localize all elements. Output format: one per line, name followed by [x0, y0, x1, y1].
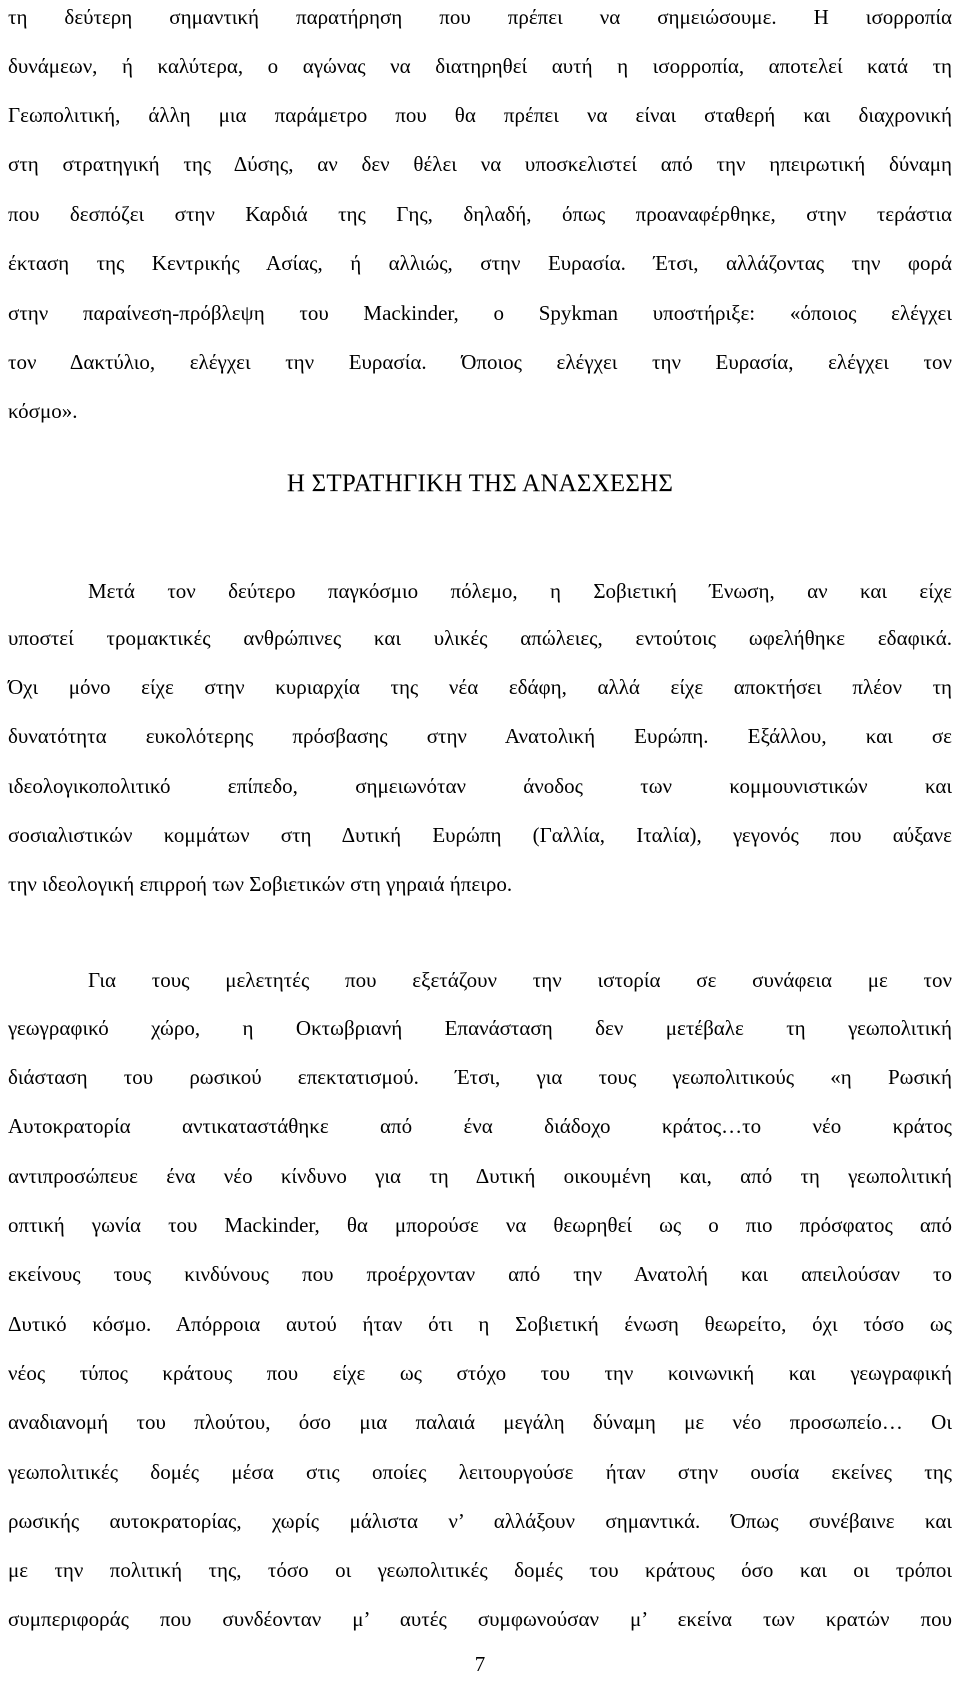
text-line: τη δεύτερη σημαντική παρατήρηση που πρέπει να σημειώσουμε. Η ισορροπία: [8, 5, 952, 29]
document-page: [8, 0, 952, 1695]
text-line: Γεωπολιτική, άλλη μια παράμετρο που θα πρέπει να είναι σταθερή και διαχρονική: [8, 103, 952, 127]
text-line: διάσταση του ρωσικού επεκτατισμού. Έτσι, για τους γεωπολιτικούς «η Ρωσική: [8, 1065, 952, 1089]
text-line: στη στρατηγική της Δύσης, αν δεν θέλει να υποσκελιστεί από την ηπειρωτική δύναμη: [8, 152, 952, 176]
text-line: Μετά τον δεύτερο παγκόσμιο πόλεμο, η Σοβιετική Ένωση, αν και είχε: [88, 579, 952, 603]
text-line: γεωγραφικό χώρο, η Οκτωβριανή Επανάσταση δεν μετέβαλε τη γεωπολιτική: [8, 1016, 952, 1040]
text-line: Δυτικό κόσμο. Απόρροια αυτού ήταν ότι η Σοβιετική ένωση θεωρείτο, όχι τόσο ως: [8, 1312, 952, 1336]
section-heading: Η ΣΤΡΑΤΗΓΙΚΗ ΤΗΣ ΑΝΑΣΧΕΣΗΣ: [286, 470, 674, 497]
text-line: αναδιανομή του πλούτου, όσο μια παλαιά μεγάλη δύναμη με νέο προσωπείο… Οι: [8, 1410, 952, 1434]
text-line: δυνάμεων, ή καλύτερα, ο αγώνας να διατηρηθεί αυτή η ισορροπία, αποτελεί κατά τη: [8, 54, 952, 78]
text-line: σοσιαλιστικών κομμάτων στη Δυτική Ευρώπη (Γαλλία, Ιταλία), γεγονός που αύξανε: [8, 823, 952, 847]
text-line: που δεσπόζει στην Καρδιά της Γης, δηλαδή, όπως προαναφέρθηκε, στην τεράστια: [8, 202, 952, 226]
text-line: ιδεολογικοπολιτικό επίπεδο, σημειωνόταν άνοδος των κομμουνιστικών και: [8, 774, 952, 798]
text-line: Για τους μελετητές που εξετάζουν την ιστορία σε συνάφεια με τον: [88, 968, 952, 992]
text-line: νέος τύπος κράτους που είχε ως στόχο του την κοινωνική και γεωγραφική: [8, 1361, 952, 1385]
text-line: οπτική γωνία του Mackinder, θα μπορούσε να θεωρηθεί ως ο πιο πρόσφατος από: [8, 1213, 952, 1237]
text-line: υποστεί τρομακτικές ανθρώπινες και υλικές απώλειες, εντούτοις ωφελήθηκε εδαφικά.: [8, 626, 952, 650]
text-line: συμπεριφοράς που συνδέονταν μ’ αυτές συμφωνούσαν μ’ εκείνα των κρατών που: [8, 1607, 952, 1631]
text-line: έκταση της Κεντρικής Ασίας, ή αλλιώς, στην Ευρασία. Έτσι, αλλάζοντας την φορά: [8, 251, 952, 275]
text-line: δυνατότητα ευκολότερης πρόσβασης στην Ανατολική Ευρώπη. Εξάλλου, και σε: [8, 724, 952, 748]
text-line: κόσμο».: [8, 399, 78, 423]
text-line: με την πολιτική της, τόσο οι γεωπολιτικές δομές του κράτους όσο και οι τρόποι: [8, 1558, 952, 1582]
text-line: την ιδεολογική επιρροή των Σοβιετικών στη γηραιά ήπειρο.: [8, 872, 513, 896]
text-line: Όχι μόνο είχε στην κυριαρχία της νέα εδάφη, αλλά είχε αποκτήσει πλέον τη: [8, 675, 952, 699]
text-line: τον Δακτύλιο, ελέγχει την Ευρασία. Όποιος ελέγχει την Ευρασία, ελέγχει τον: [8, 350, 952, 374]
text-line: αντιπροσώπευε ένα νέο κίνδυνο για τη Δυτική οικουμένη και, από τη γεωπολιτική: [8, 1164, 952, 1188]
text-line: στην παραίνεση-πρόβλεψη του Mackinder, ο Spykman υποστήριξε: «όποιος ελέγχει: [8, 301, 952, 325]
text-line: γεωπολιτικές δομές μέσα στις οποίες λειτουργούσε ήταν στην ουσία εκείνες της: [8, 1460, 952, 1484]
text-line: ρωσικής αυτοκρατορίας, χωρίς μάλιστα ν’ αλλάξουν σημαντικά. Όπως συνέβαινε και: [8, 1509, 952, 1533]
page-number: 7: [474, 1652, 486, 1676]
text-line: Αυτοκρατορία αντικαταστάθηκε από ένα διάδοχο κράτος…το νέο κράτος: [8, 1114, 952, 1138]
text-line: εκείνους τους κινδύνους που προέρχονταν από την Ανατολή και απειλούσαν το: [8, 1262, 952, 1286]
